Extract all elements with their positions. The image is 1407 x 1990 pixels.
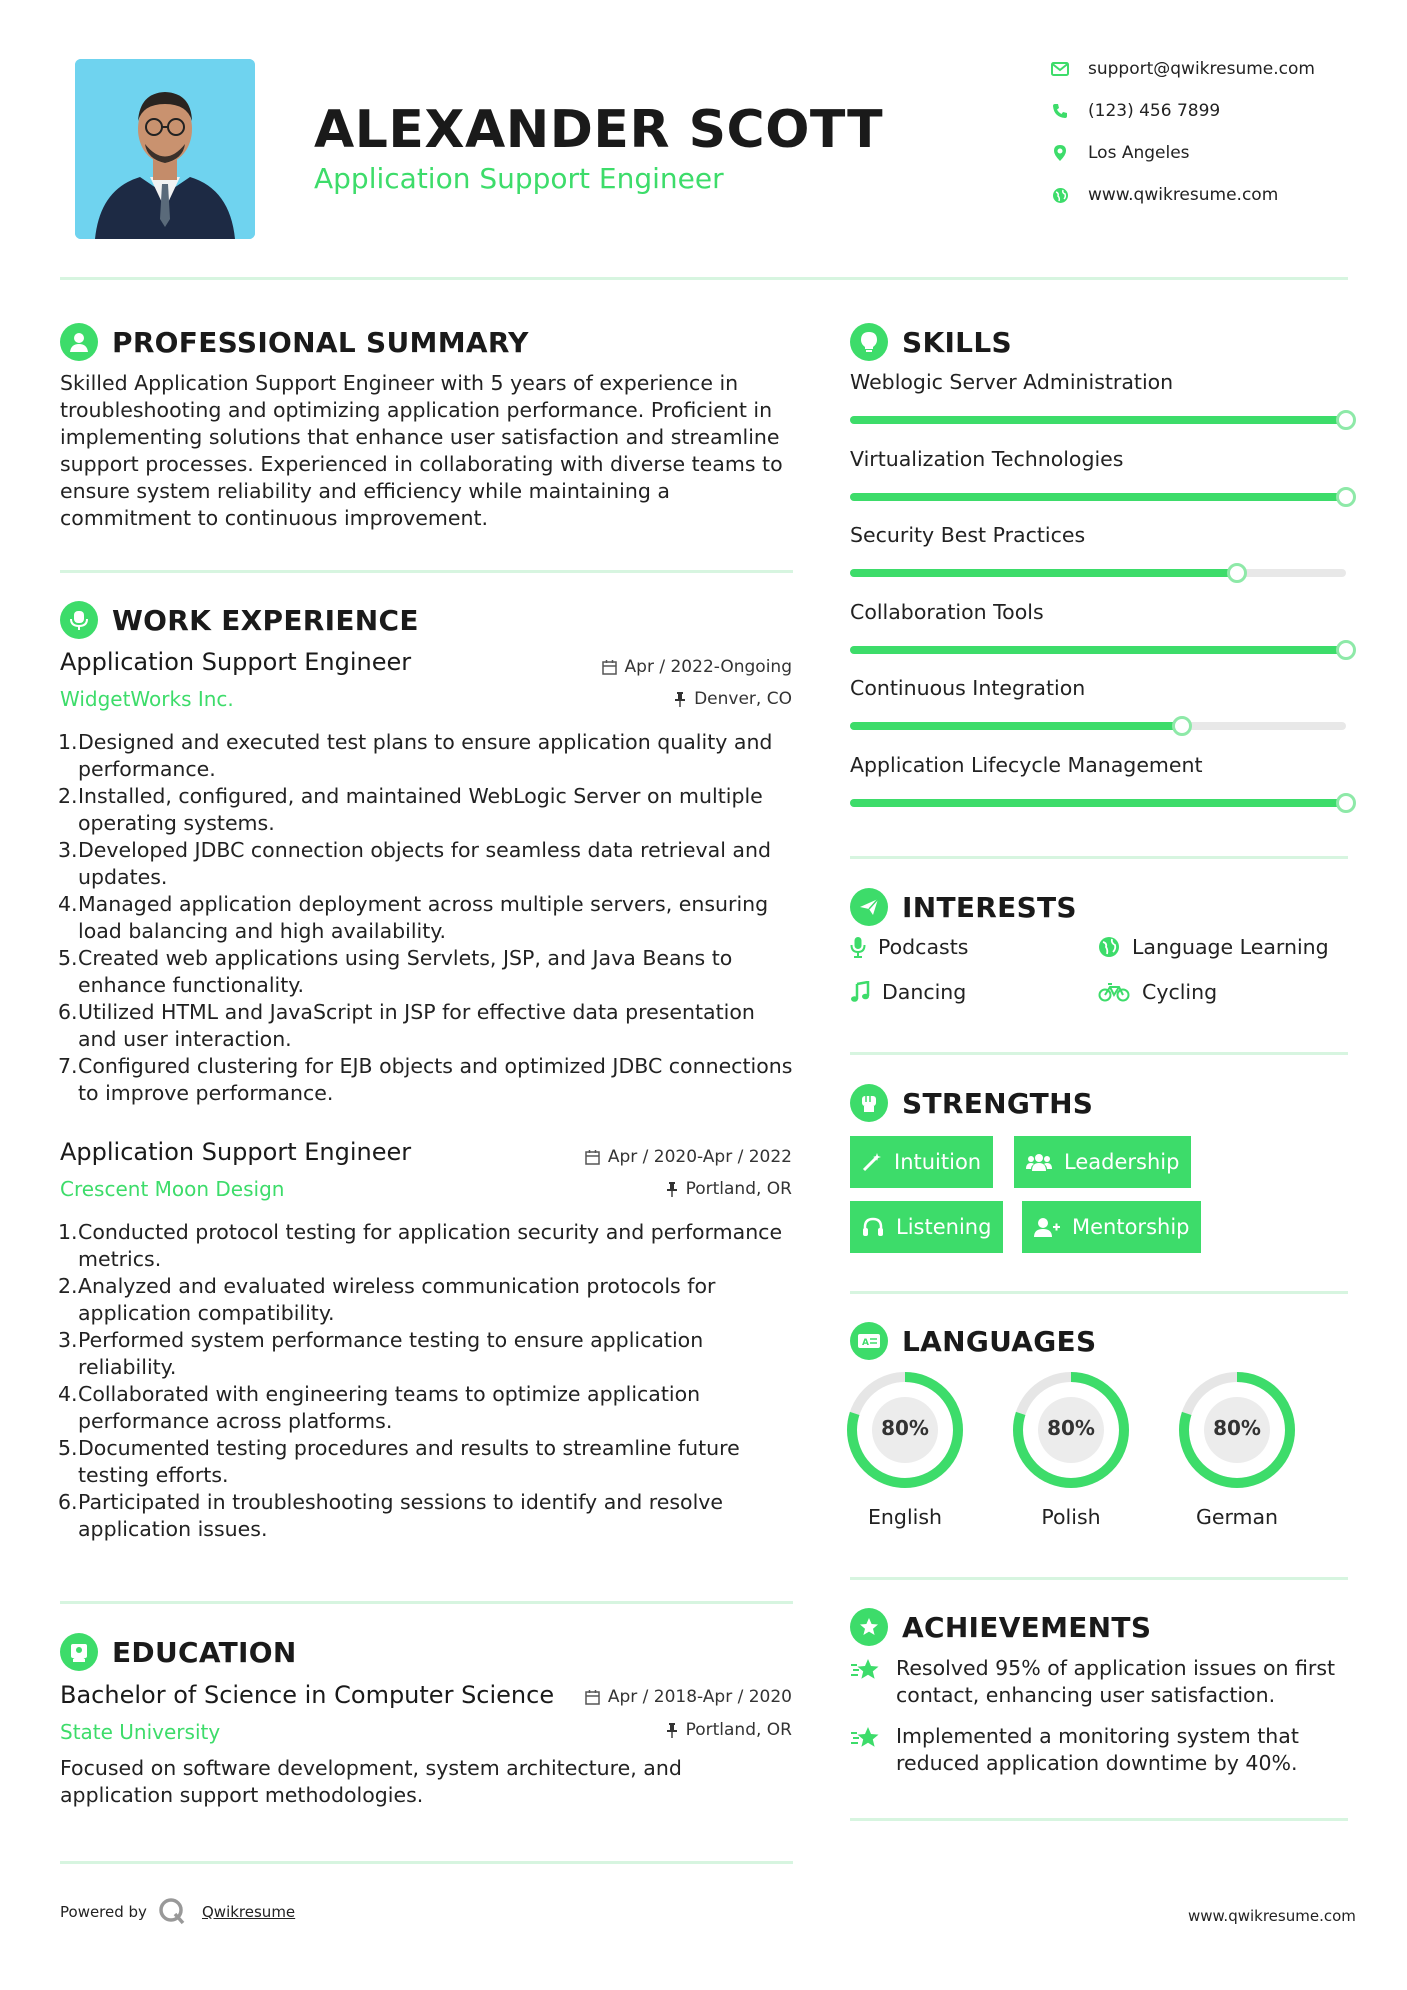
summary-text: Skilled Application Support Engineer with 5 years of experience in troubleshooting and optimizing application performance. Proficient in implementing solutions that enhance user satisfaction and streamline support processes. Experienced in collaborating with diverse teams to ensure system reliability and efficiency while maintaining a commitment to continuous improvement. (60, 371, 783, 530)
language-icon (850, 1322, 888, 1360)
user-plus-icon (1034, 1217, 1060, 1237)
paper-plane-icon (850, 888, 888, 926)
star-icon (850, 1725, 880, 1751)
skill-name: Virtualization Technologies (850, 446, 1124, 471)
globe-icon (1050, 185, 1070, 205)
svg-text:A: A (862, 1338, 869, 1348)
languages-divider (850, 1577, 1348, 1580)
language-percent: 80% (881, 1416, 929, 1440)
skill-bar-fill (850, 722, 1182, 730)
list-item: 4. Collaborated with engineering teams to optimize application performance across platforms. (58, 1382, 701, 1433)
education-text: Focused on software development, system architecture, and application support methodologies. (60, 1756, 682, 1807)
user-icon (60, 323, 98, 361)
skill-bar-knob (1336, 487, 1356, 507)
strength-chip-mentorship: Mentorship (1022, 1201, 1201, 1253)
job-1-company: WidgetWorks Inc. (60, 687, 234, 711)
list-item: 7. Configured clustering for EJB objects and optimized JDBC connections to improve performance. (58, 1054, 793, 1105)
job-1-title: Application Support Engineer (60, 648, 412, 676)
skill-bar-fill (850, 646, 1346, 654)
education-location-text: Portland, OR (685, 1720, 792, 1740)
contact-website-text: www.qwikresume.com (1088, 185, 1279, 205)
bicycle-icon (1098, 982, 1130, 1002)
fist-icon (850, 1084, 888, 1122)
interests-divider (850, 1052, 1348, 1055)
footer-url[interactable]: www.qwikresume.com (1188, 1907, 1356, 1925)
interests-title: INTERESTS (902, 890, 1077, 924)
list-item: 6. Participated in troubleshooting sessions to identify and resolve application issues. (58, 1490, 724, 1541)
language-percent: 80% (1047, 1416, 1095, 1440)
contact-phone[interactable] (1050, 97, 1220, 125)
list-item: 1. Conducted protocol testing for application security and performance metrics. (58, 1220, 783, 1271)
profile-photo (75, 59, 255, 239)
skill-bar-fill (850, 493, 1346, 501)
skill-name: Application Lifecycle Management (850, 752, 1203, 777)
job-2-title: Application Support Engineer (60, 1138, 412, 1166)
pin-icon (674, 691, 686, 707)
strength-chip-leadership: Leadership (1014, 1136, 1191, 1188)
education-title: EDUCATION (112, 1635, 297, 1669)
skill-bar (850, 646, 1346, 654)
graduation-icon (60, 1633, 98, 1671)
summary-heading (60, 323, 529, 361)
qwikresume-logo-icon (158, 1897, 186, 1929)
skill-bar-fill (850, 416, 1346, 424)
job-2-dates (540, 1147, 792, 1167)
list-item: 3. Performed system performance testing to ensure application reliability. (58, 1328, 704, 1379)
language-name: Polish (1041, 1505, 1101, 1529)
education-school: State University (60, 1720, 221, 1744)
strength-chip-listening: Listening (850, 1201, 1003, 1253)
list-item: 2. Installed, configured, and maintained WebLogic Server on multiple operating systems. (58, 784, 763, 835)
skills-divider (850, 856, 1348, 859)
calendar-icon (585, 1150, 600, 1165)
footer-powered-by: Powered by (60, 1903, 147, 1921)
skills-list (850, 370, 1350, 820)
education-dates-text: Apr / 2018-Apr / 2020 (607, 1687, 792, 1707)
phone-icon (1050, 101, 1070, 121)
achievements-title: ACHIEVEMENTS (902, 1610, 1152, 1644)
education-location (560, 1720, 792, 1740)
summary-divider (60, 570, 793, 573)
experience-heading (60, 601, 419, 639)
lightbulb-icon (850, 323, 888, 361)
contact-email[interactable] (1050, 55, 1315, 83)
languages-list (840, 1365, 1340, 1535)
languages-heading (850, 1322, 1096, 1360)
list-item: 4. Managed application deployment across multiple servers, ensuring load balancing and high availability. (58, 892, 769, 943)
education-dates (540, 1687, 792, 1707)
job-2-bullets (60, 1219, 795, 1543)
contact-website[interactable] (1050, 181, 1278, 209)
globe-icon (1098, 936, 1120, 958)
skill-bar (850, 416, 1346, 424)
strength-chip-intuition: Intuition (850, 1136, 993, 1188)
interest-item: Cycling (1098, 980, 1217, 1004)
job-2-company: Crescent Moon Design (60, 1177, 285, 1201)
education-heading (60, 1633, 297, 1671)
languages-title: LANGUAGES (902, 1324, 1097, 1358)
interest-item: Language Learning (1098, 935, 1329, 959)
pin-icon (666, 1181, 678, 1197)
interests-heading (850, 888, 1077, 926)
job-2-location (560, 1179, 792, 1199)
language-name: English (867, 1505, 943, 1529)
magic-wand-icon (862, 1152, 882, 1172)
skill-bar (850, 569, 1346, 577)
users-icon (1026, 1152, 1052, 1172)
footer-brand-link[interactable]: Qwikresume (202, 1903, 296, 1921)
briefcase-icon (60, 601, 98, 639)
skills-title: SKILLS (902, 325, 1012, 359)
trophy-star-icon (850, 1608, 888, 1646)
list-item: 3. Developed JDBC connection objects for seamless data retrieval and updates. (58, 838, 771, 889)
job-1-location (560, 689, 792, 709)
job-1-dates (560, 657, 792, 677)
interest-item: Podcasts (850, 935, 968, 959)
skill-bar-fill (850, 569, 1237, 577)
skill-bar-knob (1336, 410, 1356, 430)
experience-title: WORK EXPERIENCE (112, 603, 419, 637)
skill-bar-knob (1172, 716, 1192, 736)
header-divider (60, 277, 1348, 280)
list-item: 2. Analyzed and evaluated wireless communication protocols for application compatibility. (58, 1274, 716, 1325)
strengths-divider (850, 1291, 1348, 1294)
strengths-heading (850, 1084, 1093, 1122)
skill-bar (850, 722, 1346, 730)
skill-bar (850, 799, 1346, 807)
list-item: 5. Created web applications using Servlets, JSP, and Java Beans to enhance functionality. (58, 946, 733, 997)
job-1-bullets (60, 729, 795, 1107)
job-1-location-text: Denver, CO (694, 689, 792, 709)
candidate-name: ALEXANDER SCOTT (314, 100, 884, 160)
skill-bar-knob (1336, 793, 1356, 813)
skill-bar (850, 493, 1346, 501)
skill-bar-fill (850, 799, 1346, 807)
language-name: German (1195, 1505, 1279, 1529)
list-item: 1. Designed and executed test plans to ensure application quality and performance. (58, 730, 773, 781)
contact-location (1050, 139, 1190, 167)
achievements-heading (850, 1608, 1151, 1646)
skill-bar-knob (1336, 640, 1356, 660)
experience-divider (60, 1601, 793, 1604)
pin-icon (666, 1722, 678, 1738)
microphone-icon (850, 936, 866, 958)
skill-bar-knob (1227, 563, 1247, 583)
skills-heading (850, 323, 1012, 361)
achievement-item: Resolved 95% of application issues on first contact, enhancing user satisfaction. (850, 1655, 1350, 1709)
headphones-icon (862, 1217, 884, 1237)
calendar-icon (602, 660, 617, 675)
education-degree: Bachelor of Science in Computer Science (60, 1681, 555, 1709)
envelope-icon (1050, 59, 1070, 79)
job-2-dates-text: Apr / 2020-Apr / 2022 (607, 1147, 792, 1167)
contact-phone-text: (123) 456 7899 (1088, 101, 1221, 121)
contact-location-text: Los Angeles (1088, 143, 1190, 163)
skill-name: Weblogic Server Administration (850, 370, 1174, 394)
map-marker-icon (1050, 143, 1070, 163)
summary-title: PROFESSIONAL SUMMARY (112, 325, 529, 359)
skill-name: Security Best Practices (850, 523, 1086, 547)
star-icon (850, 1657, 880, 1683)
job-1-dates-text: Apr / 2022-Ongoing (624, 657, 792, 677)
strengths-title: STRENGTHS (902, 1086, 1094, 1120)
job-2-location-text: Portland, OR (685, 1179, 792, 1199)
skill-name: Continuous Integration (850, 676, 1086, 700)
skill-name: Collaboration Tools (850, 599, 1044, 624)
interest-item: Dancing (850, 980, 966, 1004)
achievements-divider (850, 1818, 1348, 1821)
contact-email-text: support@qwikresume.com (1088, 59, 1315, 79)
language-percent: 80% (1213, 1416, 1261, 1440)
achievement-item: Implemented a monitoring system that reduced application downtime by 40%. (850, 1723, 1350, 1777)
list-item: 5. Documented testing procedures and results to streamline future testing efforts. (58, 1436, 740, 1487)
list-item: 6. Utilized HTML and JavaScript in JSP for effective data presentation and user interaction. (58, 1000, 755, 1051)
calendar-icon (585, 1690, 600, 1705)
education-divider (60, 1861, 793, 1864)
candidate-title: Application Support Engineer (314, 162, 724, 195)
music-note-icon (850, 981, 870, 1003)
